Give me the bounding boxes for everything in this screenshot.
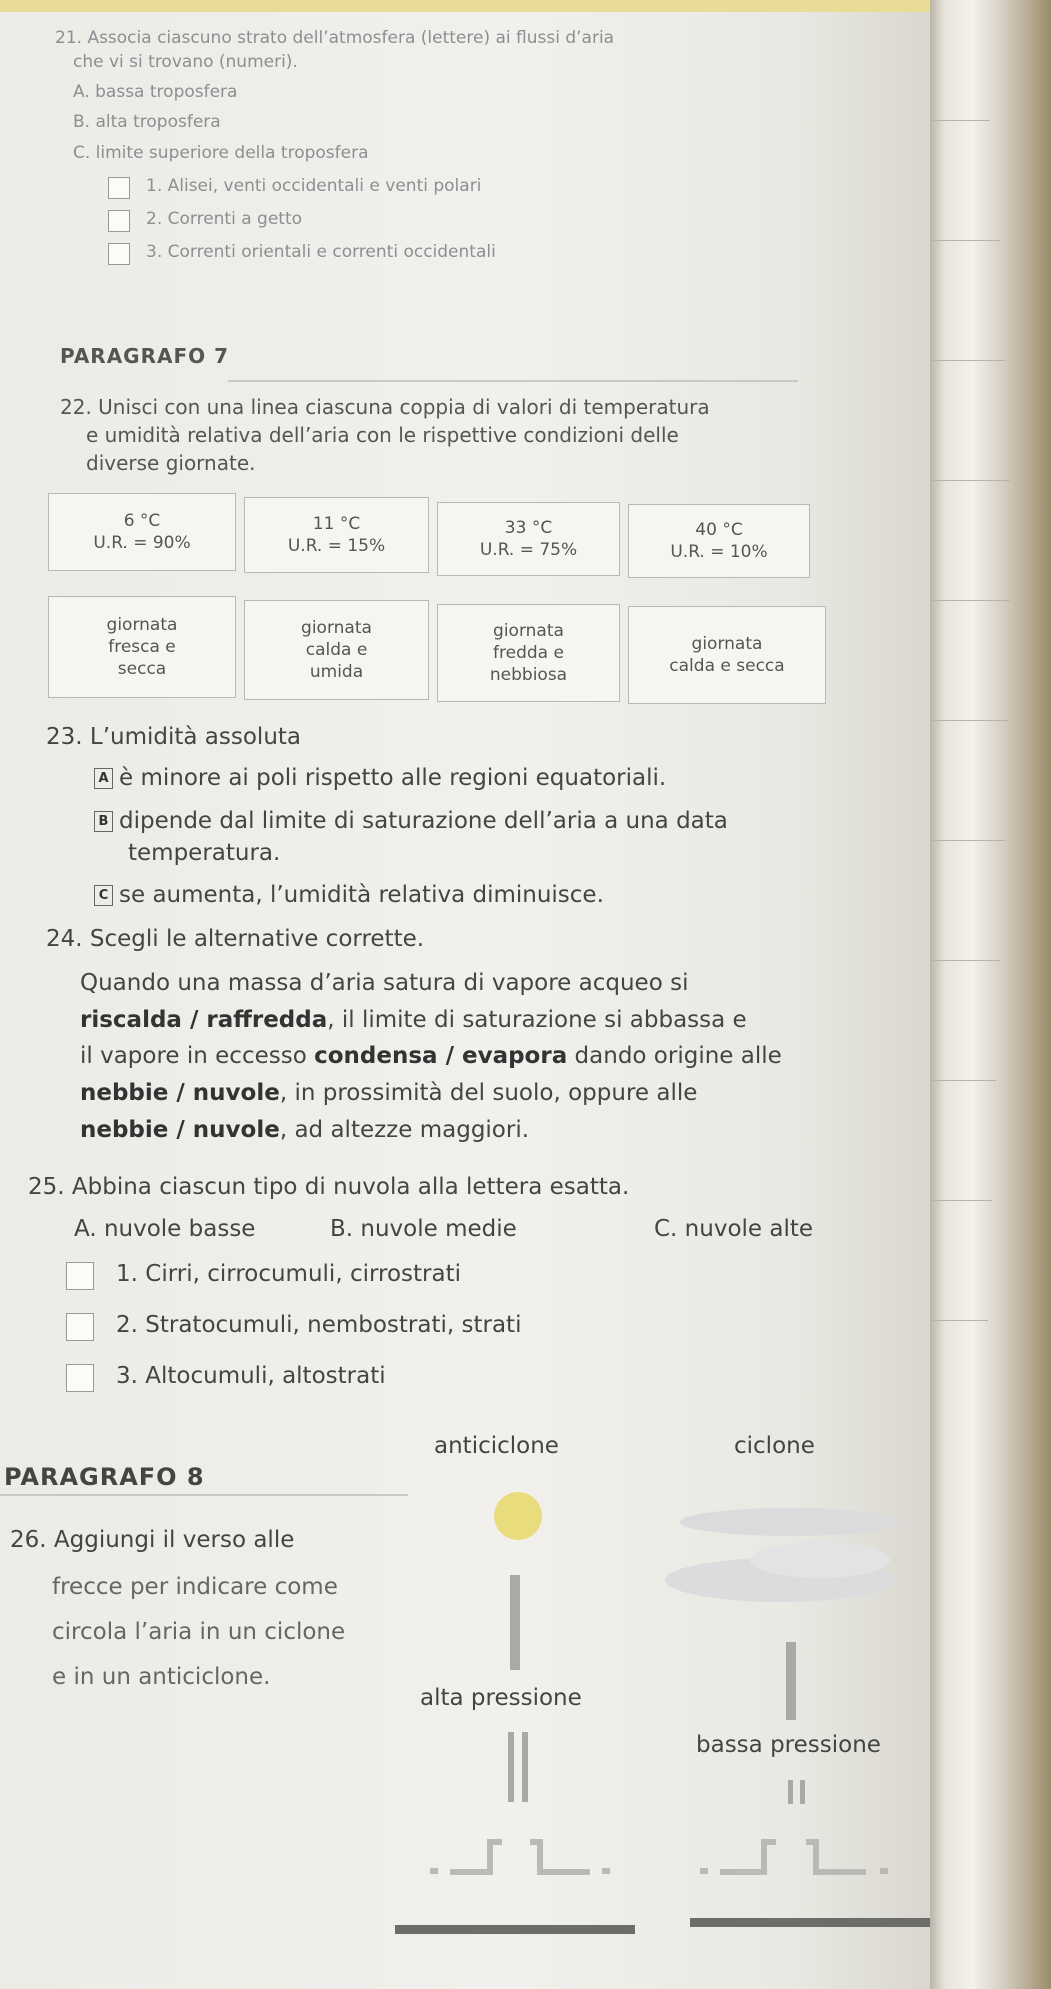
q23-option-b-cont: temperatura. <box>128 840 281 866</box>
q23-title-text: 23. L’umidità assoluta <box>46 724 302 750</box>
spine-rule <box>930 600 1010 601</box>
q21-answer-box-1[interactable] <box>108 177 130 199</box>
choice-riscalda-raffredda[interactable]: riscalda / raffredda <box>80 1007 328 1033</box>
q25-answer-box-1[interactable] <box>66 1262 94 1290</box>
arrow-inflow-left <box>700 1868 708 1874</box>
condition-line: secca <box>117 659 167 679</box>
pressure-diagram <box>380 1470 930 1989</box>
q21-letter-c: C. limite superiore della troposfera <box>73 143 369 163</box>
book-spine <box>930 0 1051 1989</box>
q26-line-4: e in un anticiclone. <box>52 1664 271 1690</box>
heading-rule <box>228 380 798 382</box>
value-box-1[interactable] <box>48 493 236 571</box>
value-ur: U.R. = 75% <box>479 540 578 560</box>
alta-pressione-label: alta pressione <box>420 1685 582 1711</box>
condition-line: giornata <box>106 615 178 635</box>
q26-line-3: circola l’aria in un ciclone <box>52 1619 346 1645</box>
value-ur: U.R. = 90% <box>93 533 191 553</box>
spine-rule <box>930 240 1000 241</box>
choice-nebbie-nuvole-1[interactable]: nebbie / nuvole <box>80 1080 280 1106</box>
spine-rule <box>930 480 1010 481</box>
q25-letter-b: B. nuvole medie <box>330 1216 517 1242</box>
q24-line-3 <box>80 1043 782 1069</box>
arrow-outflow-right <box>602 1868 610 1874</box>
arrow-rising-top <box>786 1642 796 1720</box>
sun-icon <box>494 1492 542 1540</box>
option-letter: C <box>94 885 113 906</box>
spine-rule <box>930 360 1005 361</box>
arrow-outflow-left <box>430 1868 438 1874</box>
q21-item-3: 3. Correnti orientali e correnti occidentali <box>146 242 496 262</box>
condition-line: giornata <box>493 621 564 641</box>
bassa-pressione-label: bassa pressione <box>696 1732 881 1758</box>
q22-line-3: diverse giornate. <box>86 451 256 475</box>
condition-line: fresca e <box>108 637 176 657</box>
ground-line-ciclone <box>690 1918 930 1927</box>
value-box-2[interactable] <box>244 497 429 573</box>
choice-condensa-evapora[interactable]: condensa / evapora <box>314 1043 568 1069</box>
spine-rule <box>930 960 1000 961</box>
condition-box-1[interactable] <box>48 596 236 698</box>
condition-line: giornata <box>691 634 763 654</box>
value-box-3[interactable] <box>437 502 620 576</box>
option-text: se aumenta, l’umidità relativa diminuisce. <box>119 882 604 908</box>
spine-rule <box>930 720 1008 721</box>
q24-line-2 <box>80 1007 747 1033</box>
q22-line-2: e umidità relativa dell’aria con le rispettive condizioni delle <box>86 423 679 447</box>
option-letter: B <box>94 811 113 832</box>
q23-option-c[interactable] <box>94 882 604 908</box>
q25-answer-box-2[interactable] <box>66 1313 94 1341</box>
condition-line: umida <box>309 662 364 682</box>
q26-line-2: frecce per indicare come <box>52 1574 338 1600</box>
q24-line-4 <box>80 1080 697 1106</box>
q21-letter-a: A. bassa troposfera <box>73 82 238 102</box>
spine-rule <box>930 840 1005 841</box>
q25-letter-a: A. nuvole basse <box>74 1216 256 1242</box>
condition-line: giornata <box>301 618 372 638</box>
q25-item-1: 1. Cirri, cirrocumuli, cirrostrati <box>116 1261 462 1287</box>
arrow-outflow-base-right <box>530 1842 590 1872</box>
condition-line: nebbiosa <box>489 665 568 685</box>
q24-title: 24. Scegli le alternative corrette. <box>46 926 425 952</box>
condition-line: calda e <box>305 640 368 660</box>
q21-letter-b: B. alta troposfera <box>73 112 221 132</box>
ciclone-label: ciclone <box>734 1433 815 1459</box>
q22-line-1: 22. Unisci con una linea ciascuna coppia di valori di temperatura <box>60 395 710 419</box>
heading-rule <box>0 1494 408 1496</box>
condition-line: fredda e <box>493 643 564 663</box>
text-span: il vapore in eccesso <box>80 1043 315 1069</box>
text-span: dando origine alle <box>567 1043 782 1069</box>
q21-title: 21. Associa ciascuno strato dell’atmosfera (lettere) ai flussi d’aria <box>55 28 615 48</box>
q25-answer-box-3[interactable] <box>66 1364 94 1392</box>
text-span: , il limite di saturazione si abbassa e <box>327 1007 747 1033</box>
value-temp: 6 °C <box>123 511 161 531</box>
spine-rule <box>930 120 990 121</box>
arrow-outflow-base-left <box>450 1842 502 1872</box>
option-text: è minore ai poli rispetto alle regioni equatoriali. <box>119 765 667 791</box>
anticiclone-label: anticiclone <box>434 1433 559 1459</box>
q26-line-1: 26. Aggiungi il verso alle <box>10 1527 295 1553</box>
q21-item-1: 1. Alisei, venti occidentali e venti polari <box>146 176 482 196</box>
q21-title-cont: che vi si trovano (numeri). <box>73 52 298 72</box>
condition-line: calda e secca <box>669 656 785 676</box>
q25-item-2: 2. Stratocumuli, nembostrati, strati <box>116 1312 522 1338</box>
text-span: , in prossimità del suolo, oppure alle <box>279 1080 698 1106</box>
option-letter: A <box>94 768 113 789</box>
q21-answer-box-2[interactable] <box>108 210 130 232</box>
cloud-icon <box>680 1508 900 1536</box>
q25-item-3: 3. Altocumuli, altostrati <box>116 1363 386 1389</box>
value-ur: U.R. = 15% <box>287 536 386 556</box>
arrow-rising-bottom-2 <box>800 1780 805 1804</box>
arrow-inflow-base-left <box>720 1842 776 1872</box>
q21-item-2: 2. Correnti a getto <box>146 209 303 229</box>
spine-rule <box>930 1200 992 1201</box>
arrow-descending-bottom-1 <box>508 1732 514 1802</box>
cloud-icon <box>750 1542 890 1578</box>
value-ur: U.R. = 10% <box>670 542 768 562</box>
section-heading-paragrafo-8: PARAGRAFO 8 <box>4 1463 205 1491</box>
arrow-rising-bottom-1 <box>788 1780 793 1804</box>
q23-option-a[interactable] <box>94 765 666 791</box>
text-span: , ad altezze maggiori. <box>279 1117 530 1143</box>
value-temp: 33 °C <box>504 518 553 538</box>
arrow-inflow-base-right <box>806 1842 866 1872</box>
arrow-descending-top <box>510 1575 520 1670</box>
q25-letter-c: C. nuvole alte <box>654 1216 814 1242</box>
q24-line-5 <box>80 1117 529 1143</box>
section-heading-paragrafo-7: PARAGRAFO 7 <box>60 344 230 368</box>
arrow-descending-bottom-2 <box>522 1732 528 1802</box>
option-text: dipende dal limite di saturazione dell’aria a una data <box>119 808 728 834</box>
q21-answer-box-3[interactable] <box>108 243 130 265</box>
ground-line-anticiclone <box>395 1925 635 1934</box>
top-color-band <box>0 0 930 12</box>
value-temp: 11 °C <box>312 514 361 534</box>
q25-title: 25. Abbina ciascun tipo di nuvola alla lettera esatta. <box>28 1174 630 1200</box>
arrow-inflow-right <box>880 1868 888 1874</box>
q24-line-1: Quando una massa d’aria satura di vapore acqueo si <box>80 970 689 996</box>
condition-box-3[interactable] <box>437 604 620 702</box>
spine-rule <box>930 1080 996 1081</box>
spine-rule <box>930 1320 988 1321</box>
condition-box-2[interactable] <box>244 600 429 700</box>
q23-option-b[interactable] <box>94 808 728 834</box>
value-box-4[interactable] <box>628 504 810 578</box>
choice-nebbie-nuvole-2[interactable]: nebbie / nuvole <box>80 1117 280 1143</box>
condition-box-4[interactable] <box>628 606 826 704</box>
q23-title <box>46 724 301 750</box>
value-temp: 40 °C <box>695 520 743 540</box>
